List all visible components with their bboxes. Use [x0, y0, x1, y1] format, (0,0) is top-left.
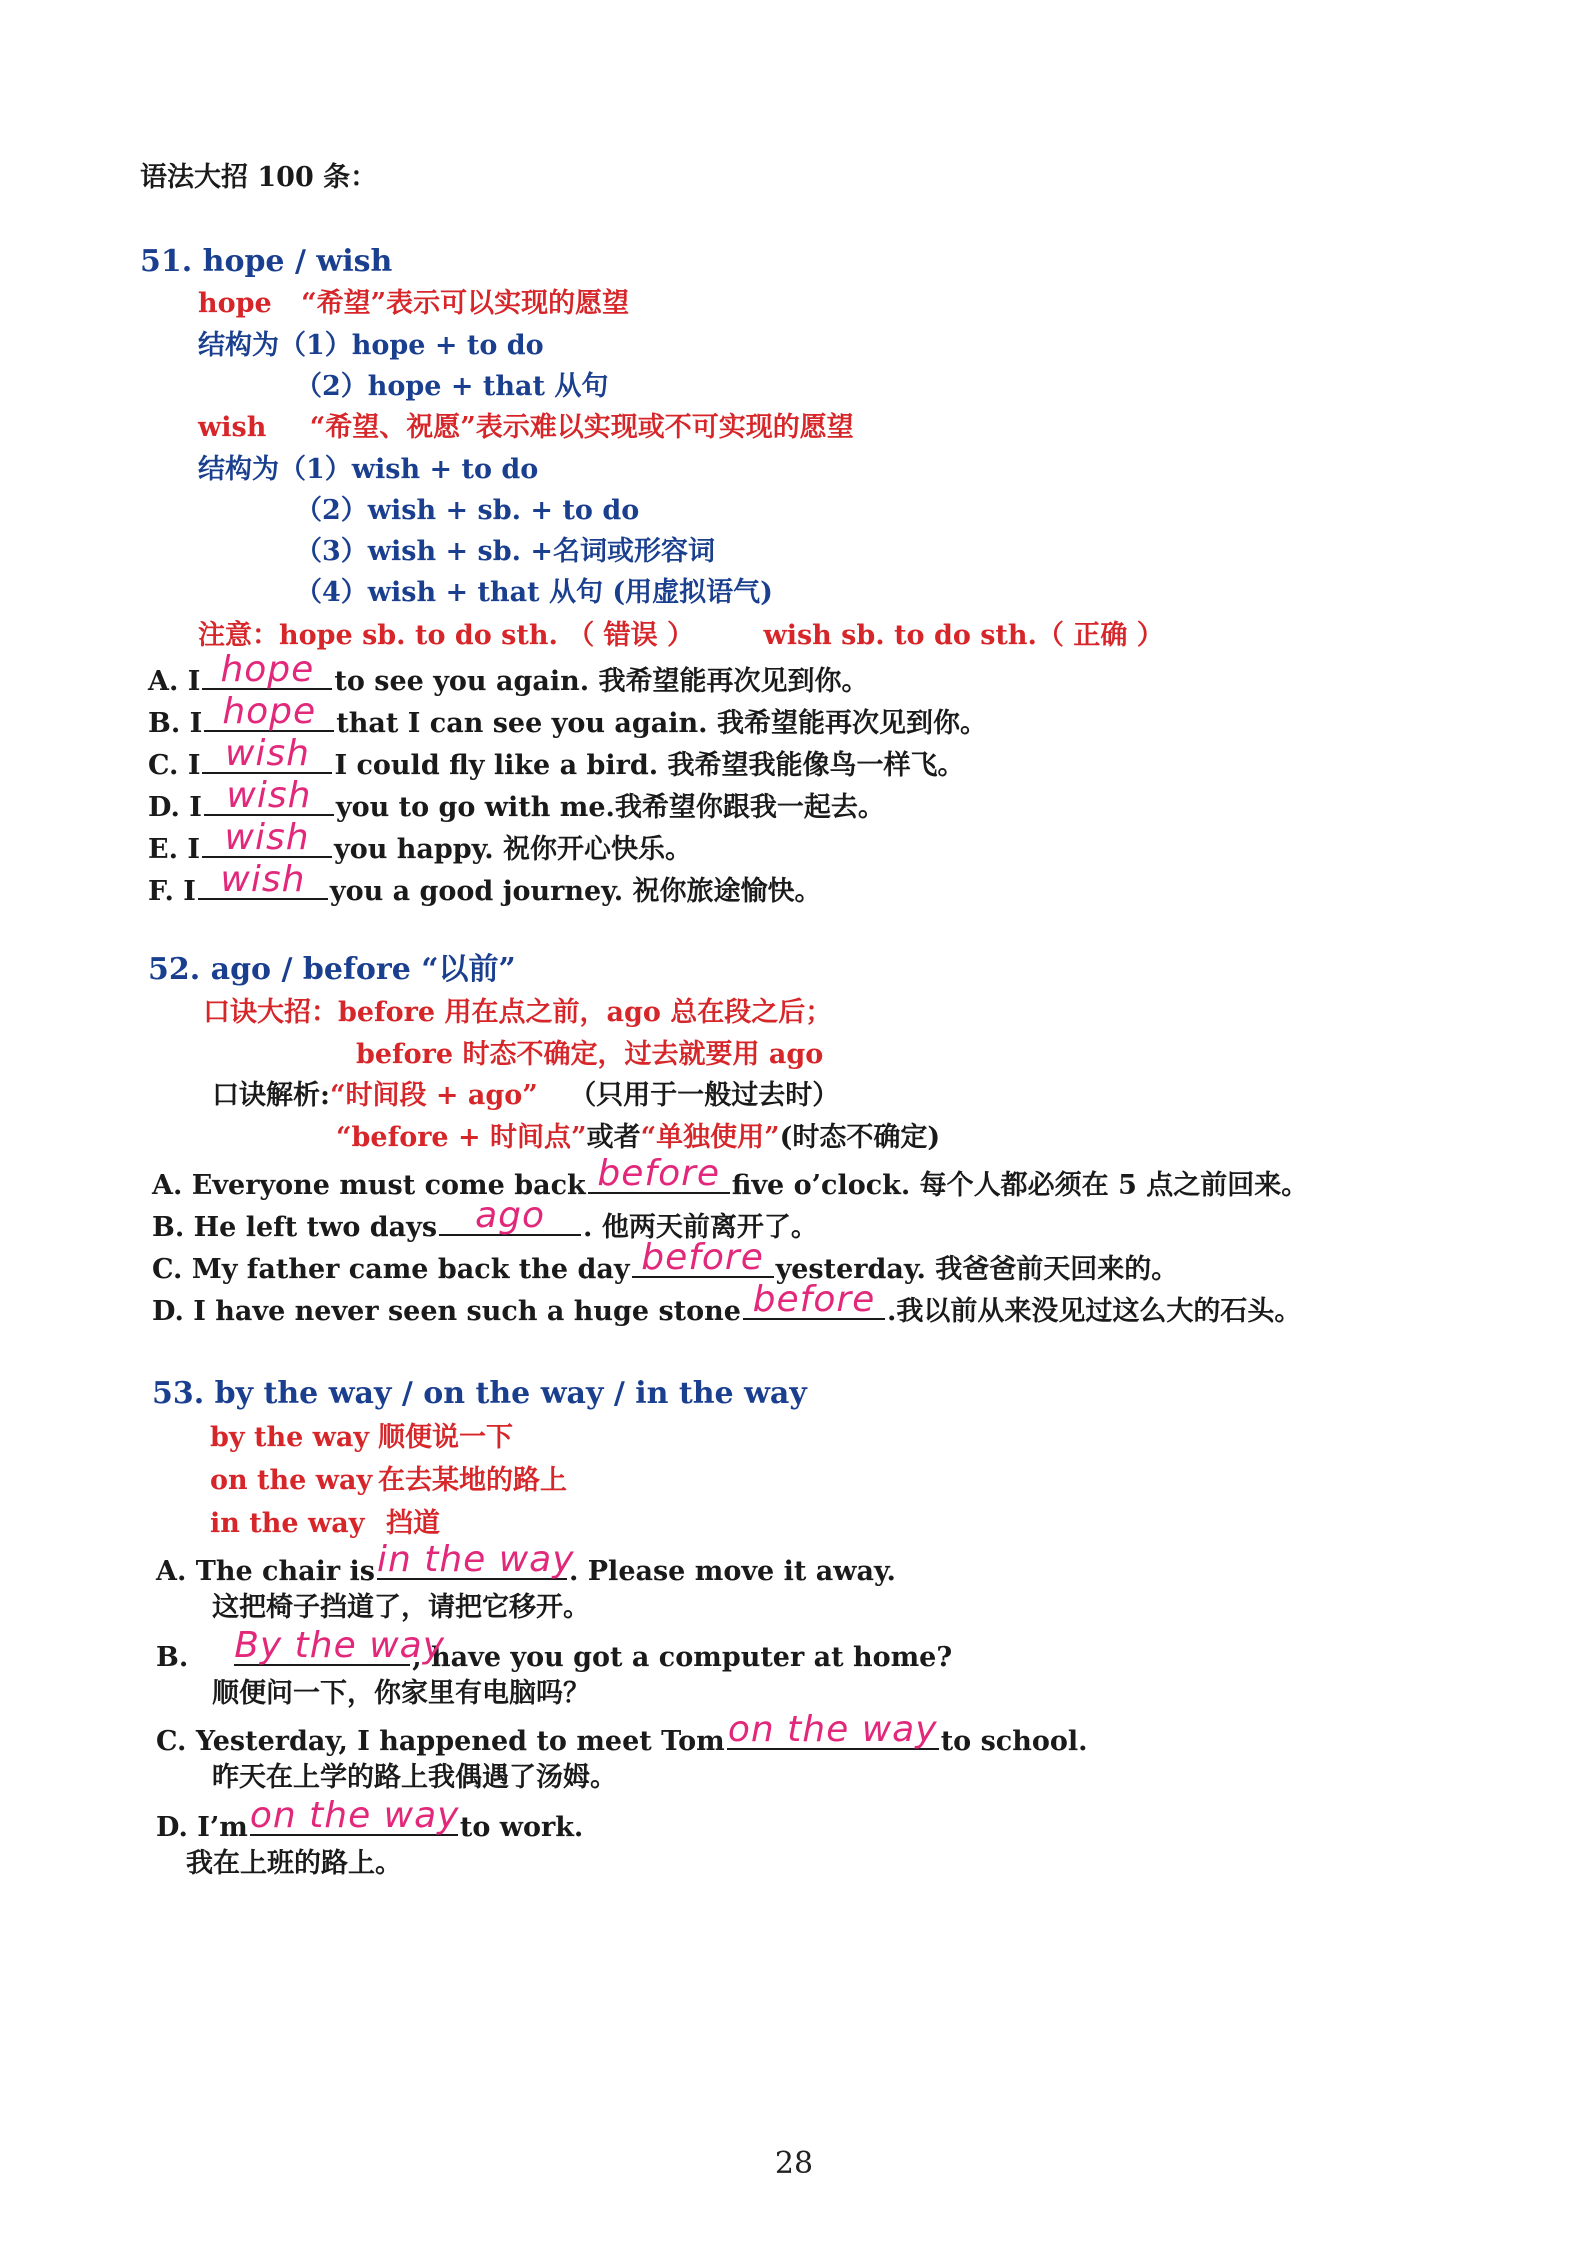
- handwritten-answer: hope: [222, 691, 317, 732]
- s53-exercise-c-translation: 昨天在上学的路上我偶遇了汤姆。: [212, 1762, 617, 1793]
- answer-blank[interactable]: [632, 1237, 774, 1278]
- s53-def-by: by the way 顺便说一下: [210, 1422, 513, 1453]
- s53-exercise-a-translation: 这把椅子挡道了，请把它移开。: [212, 1592, 590, 1623]
- answer-blank[interactable]: [249, 1795, 460, 1836]
- s51-hope-def: [198, 286, 629, 322]
- s51-wish-meaning: “希望、祝愿”表示难以实现或不可实现的愿望: [309, 412, 854, 443]
- s53-def-in: in the way 挡道: [210, 1508, 440, 1539]
- section-52-title: 52. ago / before “以前”: [148, 952, 516, 987]
- s52-rule-2: before 时态不确定，过去就要用 ago: [356, 1039, 824, 1070]
- answer-blank[interactable]: [439, 1195, 581, 1236]
- s51-exercise-a: A. I hope to see you again. 我希望能再次见到你。: [148, 649, 869, 697]
- answer-blank[interactable]: [234, 1625, 446, 1666]
- s51-wish-struct-2: （2）wish + sb. + to do: [295, 495, 640, 526]
- s51-hope-label: hope: [198, 288, 272, 319]
- s53-def-on: on the way 在去某地的路上: [210, 1465, 567, 1496]
- handwritten-answer: hope: [220, 649, 315, 690]
- page-header: 语法大招 100 条：: [140, 162, 378, 193]
- s51-note-right: wish sb. to do sth.（ 正确 ）: [763, 620, 1164, 651]
- section-51-title: 51. hope / wish: [140, 244, 393, 279]
- s53-exercise-d: D. I’m on the way to work.: [156, 1795, 584, 1843]
- s53-exercise-a: A. The chair is in the way . Please move it away.: [156, 1539, 896, 1587]
- answer-blank[interactable]: [198, 859, 328, 900]
- s51-note-wrong: 注意：hope sb. to do sth. （ 错误 ）: [198, 620, 695, 651]
- handwritten-answer: before: [641, 1237, 764, 1278]
- answer-blank[interactable]: [743, 1279, 885, 1320]
- s52-explain-1: 口诀解析:“时间段 + ago” （只用于一般过去时）: [212, 1080, 840, 1111]
- answer-blank[interactable]: [204, 775, 334, 816]
- s52-explain-2: “before + 时间点”或者“单独使用”(时态不确定): [336, 1122, 941, 1153]
- answer-blank[interactable]: [202, 649, 332, 690]
- s53-exercise-b: B. By the way , have you got a computer at home?: [156, 1625, 953, 1673]
- s53-exercise-d-translation: 我在上班的路上。: [186, 1848, 402, 1879]
- handwritten-answer: on the way: [727, 1709, 938, 1750]
- s51-exercise-c: C. I wish I could fly like a bird. 我希望我能像鸟一样飞。: [148, 733, 965, 781]
- page-number: 28: [774, 2146, 814, 2181]
- s51-exercise-f: F. I wish you a good journey. 祝你旅途愉快。: [148, 859, 822, 907]
- handwritten-answer: wish: [224, 733, 310, 774]
- handwritten-answer: By the way: [234, 1625, 446, 1666]
- section-53-title: 53. by the way / on the way / in the way: [152, 1376, 807, 1411]
- s51-hope-meaning: “希望”表示可以实现的愿望: [301, 288, 630, 319]
- answer-blank[interactable]: [204, 691, 334, 732]
- answer-blank[interactable]: [202, 817, 332, 858]
- s51-hope-struct-1: 结构为（1）hope + to do: [198, 330, 544, 361]
- answer-blank[interactable]: [727, 1709, 939, 1750]
- s52-exercise-c: C. My father came back the day before yesterday. 我爸爸前天回来的。: [152, 1237, 1179, 1285]
- s51-exercise-e: E. I wish you happy. 祝你开心快乐。: [148, 817, 693, 865]
- handwritten-answer: wish: [220, 859, 306, 900]
- s51-wish-label: wish: [198, 412, 267, 443]
- answer-blank[interactable]: [202, 733, 332, 774]
- answer-blank[interactable]: [588, 1153, 730, 1194]
- handwritten-answer: wish: [224, 817, 310, 858]
- s51-hope-struct-2: （2）hope + that 从句: [295, 371, 609, 402]
- s51-note: [198, 618, 1164, 654]
- s51-wish-struct-4: （4）wish + that 从句 (用虚拟语气): [295, 577, 773, 608]
- s51-exercise-d: D. I wish you to go with me.我希望你跟我一起去。: [148, 775, 885, 823]
- s51-wish-struct-1: 结构为（1）wish + to do: [198, 454, 539, 485]
- s53-exercise-c: C. Yesterday, I happened to meet Tom on the way to school.: [156, 1709, 1088, 1757]
- handwritten-answer: before: [752, 1279, 876, 1320]
- s51-exercise-b: B. I hope that I can see you again. 我希望能再次见到你。: [148, 691, 987, 739]
- handwritten-answer: ago: [475, 1195, 545, 1236]
- s51-wish-struct-3: （3）wish + sb. +名词或形容词: [295, 536, 716, 567]
- s52-exercise-a: A. Everyone must come back before five o’clock. 每个人都必须在 5 点之前回来。: [152, 1153, 1309, 1201]
- s52-exercise-b: B. He left two days ago . 他两天前离开了。: [152, 1195, 818, 1243]
- answer-blank[interactable]: [376, 1539, 575, 1580]
- handwritten-answer: on the way: [249, 1795, 460, 1836]
- handwritten-answer: wish: [226, 775, 312, 816]
- s52-rule-1: 口诀大招：before 用在点之前，ago 总在段之后；: [203, 997, 833, 1028]
- handwritten-answer: in the way: [376, 1539, 575, 1580]
- s52-exercise-d: D. I have never seen such a huge stone before .我以前从来没见过这么大的石头。: [152, 1279, 1302, 1327]
- s51-wish-def: [198, 410, 854, 446]
- s53-exercise-b-translation: 顺便问一下，你家里有电脑吗？: [212, 1678, 590, 1709]
- handwritten-answer: before: [597, 1153, 721, 1194]
